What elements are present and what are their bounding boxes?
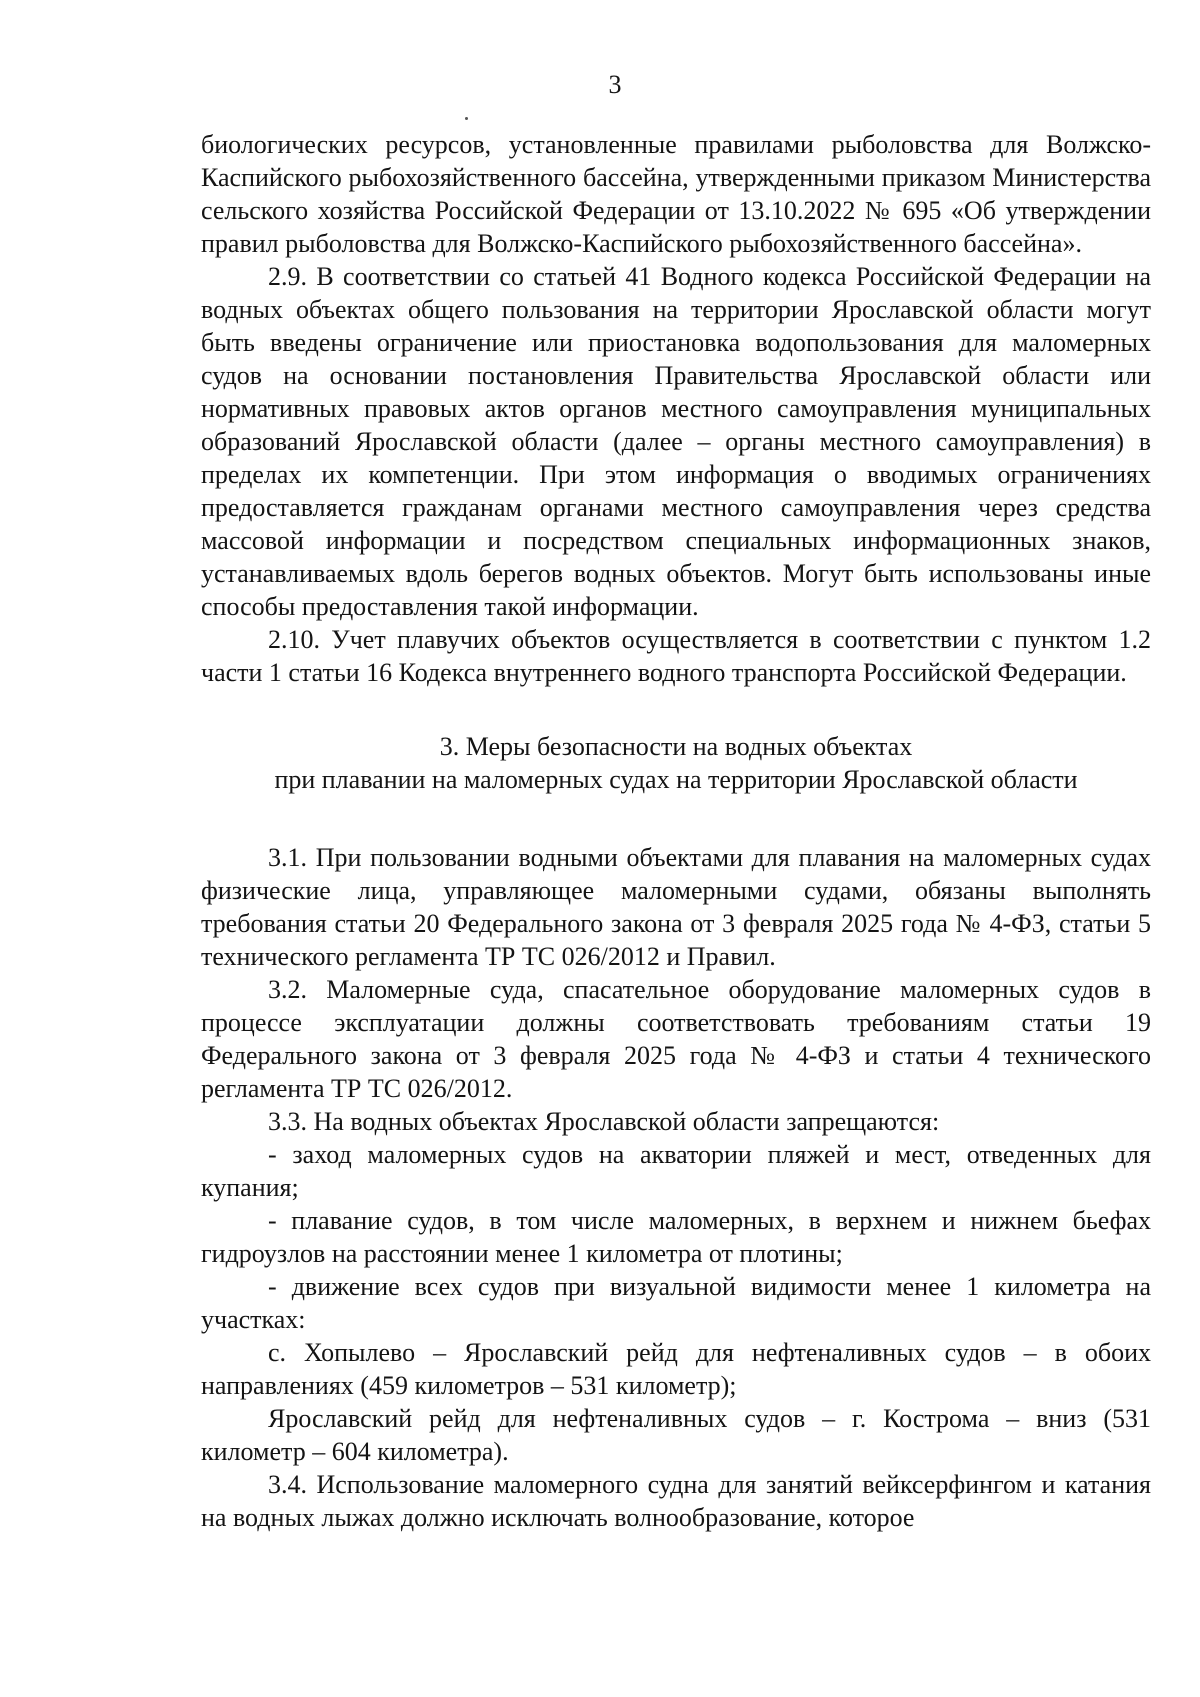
document-body — [201, 128, 1151, 1534]
list-item-beaches: - заход маломерных судов на акватории пляжей и мест, отведенных для купания; — [201, 1140, 1151, 1202]
paragraph-2-10: 2.10. Учет плавучих объектов осуществляется в соответствии с пунктом 1.2 части 1 статьи 16 Кодекса внутреннего водного транспорта Российской Федерации. — [201, 625, 1151, 687]
page-number: 3 — [608, 70, 622, 99]
list-item-visibility: - движение всех судов при визуальной видимости менее 1 километра на участках: — [201, 1272, 1151, 1334]
spacer — [201, 689, 1151, 730]
list-item-hydro-nodes: - плавание судов, в том числе маломерных, в верхнем и нижнем бьефах гидроузлов на расстоянии менее 1 километра от плотины; — [201, 1206, 1151, 1268]
paragraph-2-9: 2.9. В соответствии со статьей 41 Водного кодекса Российской Федерации на водных объектах общего пользования на территории Ярославской области могут быть введены ограничение или приостановка водопользования для маломерных судов на основании постановления Правительства Ярославской области или нормативных правовых актов органов местного самоуправления муниципальных образований Ярославской области (далее – органы местного самоуправления) в пределах их компетенции. При этом информация о вводимых ограничениях предоставляется гражданам органами местного самоуправления через средства массовой информации и посредством специальных информационных знаков, устанавливаемых вдоль берегов водных объектов. Могут быть использованы иные способы предоставления такой информации. — [201, 262, 1151, 621]
section-heading-line-1: 3. Меры безопасности на водных объектах — [439, 732, 913, 761]
paragraph-3-3: 3.3. На водных объектах Ярославской области запрещаются: — [268, 1107, 940, 1136]
paragraph-3-4: 3.4. Использование маломерного судна для занятий вейксерфингом и катания на водных лыжах должно исключать волнообразование, которое — [201, 1470, 1151, 1532]
paragraph-3-1: 3.1. При пользовании водными объектами для плавания на маломерных судах физические лица, управляющее маломерными судами, обязаны выполнять требования статьи 20 Федерального закона от 3 февраля 2025 года № 4-ФЗ, статьи 5 технического регламента ТР ТС 026/2012 и Правил. — [201, 843, 1151, 971]
section-heading-line-2: при плавании на маломерных судах на территории Ярославской области — [274, 765, 1078, 794]
route-segment-1: с. Хопылево – Ярославский рейд для нефтеналивных судов – в обоих направлениях (459 километров – 531 километр); — [201, 1338, 1151, 1400]
spacer — [201, 796, 1151, 841]
paragraph-continuation: биологических ресурсов, установленные правилами рыболовства для Волжско-Каспийского рыбохозяйственного бассейна, утвержденными приказом Министерства сельского хозяйства Российской Федерации от 13.10.2022 № 695 «Об утверждении правил рыболовства для Волжско-Каспийского рыбохозяйственного бассейна». — [201, 130, 1151, 258]
scan-speck — [465, 117, 468, 120]
route-segment-2: Ярославский рейд для нефтеналивных судов – г. Кострома – вниз (531 километр – 604 километра). — [201, 1404, 1151, 1466]
paragraph-3-2: 3.2. Маломерные суда, спасательное оборудование маломерных судов в процессе эксплуатации должны соответствовать требованиям статьи 19 Федерального закона от 3 февраля 2025 года № 4-ФЗ и статьи 4 технического регламента ТР ТС 026/2012. — [201, 975, 1151, 1103]
